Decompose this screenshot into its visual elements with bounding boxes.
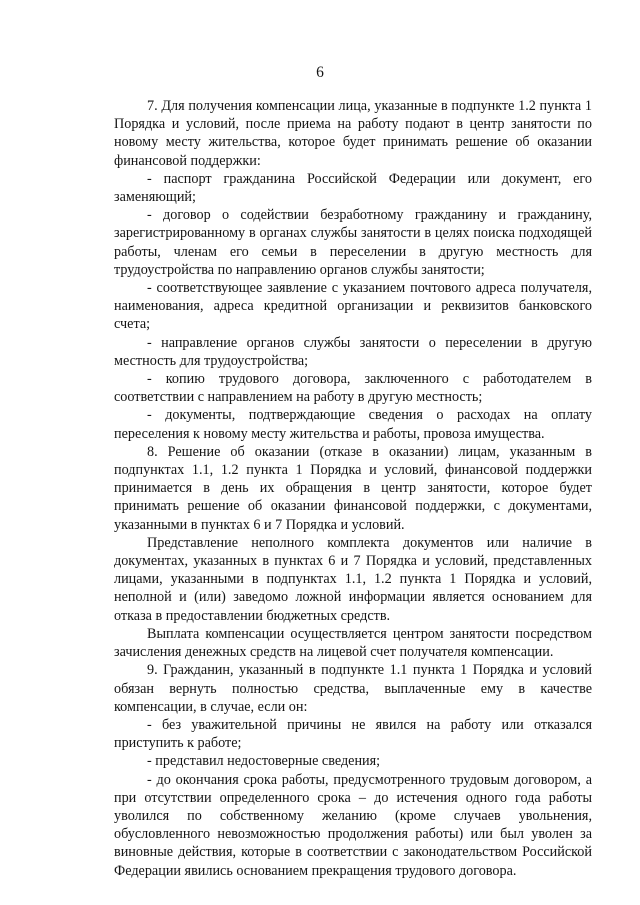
- paragraph-incomplete-documents: Представление неполного комплекта документов или наличие в документах, указанных в пунктах 6 и 7 Порядка и условий, представленных лицами, указанными в подпунктах 1.1, 1.2 пункта 1 Порядка и условий, неполной и (или) заведомо ложной информации является основанием для отказа в предоставлении бюджетных средств.: [114, 534, 592, 624]
- paragraph-9-refund-obligation: 9. Гражданин, указанный в подпункте 1.1 пункта 1 Порядка и условий обязан вернуть полностью средства, выплаченные ему в качестве компенсации, в случае, если он:: [114, 662, 592, 715]
- list-item-assistance-agreement: - договор о содействии безработному гражданину и гражданину, зарегистрированному в органах службы занятости в целях поиска подходящей работы, членам его семьи в переселении в другую местность для трудоустройства по направлению органов службы занятости;: [114, 207, 592, 278]
- list-item-early-termination: - до окончания срока работы, предусмотренного трудовым договором, а при отсутствии определенного срока – до истечения одного года работы уволился по собственному желанию (кроме случаев увольнения, обусловленного невозможностью продолжения работы) или был уволен за виновные действия, которые в соответствии с законодательством Российской Федерации явились основанием прекращения трудового договора.: [114, 771, 592, 879]
- document-body: [114, 97, 592, 880]
- paragraph-7-intro: 7. Для получения компенсации лица, указанные в подпункте 1.2 пункта 1 Порядка и условий, после приема на работу подают в центр занятости по новому месту жительства, которое будет принимать решение об оказании финансовой поддержки:: [114, 98, 592, 169]
- list-item-expense-documents: - документы, подтверждающие сведения о расходах на оплату переселения к новому месту жительства и работы, провоза имущества.: [114, 407, 592, 442]
- paragraph-compensation-payment: Выплата компенсации осуществляется центром занятости посредством зачисления денежных средств на лицевой счет получателя компенсации.: [114, 625, 592, 661]
- list-item-passport: - паспорт гражданина Российской Федерации или документ, его заменяющий;: [114, 170, 592, 206]
- list-item-relocation-referral: - направление органов службы занятости о переселении в другую местность для трудоустройства;: [114, 334, 592, 369]
- list-item-employment-contract: - копию трудового договора, заключенного с работодателем в соответствии с направлением на работу в другую местность;: [114, 371, 592, 406]
- list-item-false-info: - представил недостоверные сведения;: [147, 753, 381, 770]
- page-number: 6: [316, 64, 324, 81]
- list-item-no-show: - без уважительной причины не явился на работу или отказался приступить к работе;: [114, 716, 592, 752]
- paragraph-8-decision: 8. Решение об оказании (отказе в оказании) лицам, указанным в подпунктах 1.1, 1.2 пункта 1 Порядка и условий, финансовой поддержки принимается в день их обращения в центр занятости, которое будет принимать решение об оказании финансовой поддержки, с документами, указанными в пунктах 6 и 7 Порядка и условий.: [114, 443, 592, 533]
- list-item-application: - соответствующее заявление с указанием почтового адреса получателя, наименования, адреса кредитной организации и реквизитов банковского счета;: [114, 280, 592, 333]
